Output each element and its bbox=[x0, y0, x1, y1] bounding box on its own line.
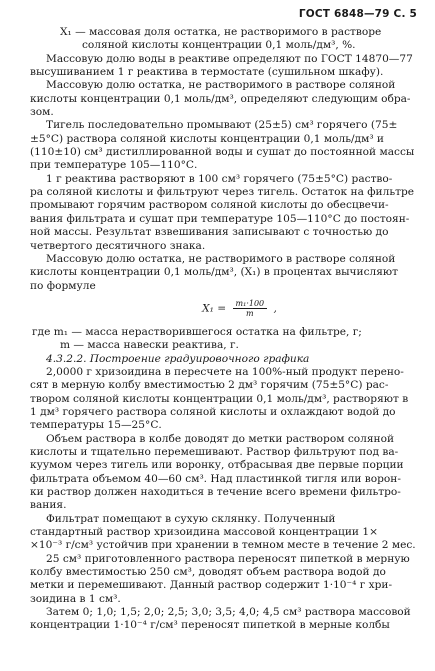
text-line: метки и перемешивают. Данный раствор содержит 1·10⁻⁴ г хри- bbox=[30, 579, 393, 592]
text-line: Тигель последовательно промывают (25±5) см³ горячего (75± bbox=[46, 119, 398, 132]
formula-numerator: m₁·100 bbox=[233, 299, 268, 309]
text-line: зоидина в 1 см³. bbox=[30, 592, 121, 605]
text-line: соляной кислоты концентрации 0,1 моль/дм³, %. bbox=[82, 39, 356, 52]
formula-fraction bbox=[233, 299, 268, 318]
text-line: Массовую долю остатка, не растворимого в растворе соляной bbox=[46, 79, 396, 92]
text-line: Массовую долю остатка, не растворимого в растворе соляной bbox=[46, 252, 396, 265]
text-line: где m₁ — масса нерастворившегося остатка на фильтре, г; bbox=[32, 325, 362, 338]
text-line: Затем 0; 1,0; 1,5; 2,0; 2,5; 3,0; 3,5; 4,0; 4,5 см³ раствора массовой bbox=[46, 606, 411, 619]
text-line: m — масса навески реактива, г. bbox=[60, 339, 239, 352]
text-line: твором соляной кислоты концентрации 0,1 моль/дм³, растворяют в bbox=[30, 392, 409, 405]
text-line: (110±10) см³ дистиллированной воды и сушат до постоянной массы bbox=[30, 146, 415, 159]
text-line: ±5°С) раствора соляной кислоты концентрации 0,1 моль/дм³ и bbox=[30, 132, 384, 145]
text-line: 1 дм³ горячего раствора соляной кислоты и охлаждают водой до bbox=[30, 405, 396, 418]
text-line: Массовую долю воды в реактиве определяют по ГОСТ 14870—77 bbox=[46, 52, 413, 65]
text-line: зом. bbox=[30, 106, 54, 119]
text-line: 25 см³ приготовленного раствора переносят пипеткой в мерную bbox=[46, 552, 410, 565]
text-line: вания фильтрата и сушат при температуре 105—110°С до постоян- bbox=[30, 212, 410, 225]
text-line: колбу вместимостью 250 см³, доводят объем раствора водой до bbox=[30, 566, 386, 579]
text-line: фильтрата объемом 40—60 см³. Над пластинкой тигля или ворон- bbox=[30, 472, 401, 485]
text-line: 2,0000 г хризоидина в пересчете на 100%-ный продукт перено- bbox=[46, 365, 404, 378]
text-line: ной массы. Результат взвешивания записывают с точностью до bbox=[30, 226, 389, 239]
section-heading: 4.3.2.2. Построение градуировочного графика bbox=[46, 352, 310, 365]
formula-denominator: m bbox=[246, 308, 254, 318]
text-line: кислоты концентрации 0,1 моль/дм³, определяют следующим обра- bbox=[30, 92, 411, 105]
text-line: куумом через тигель или воронку, отбрасывая две первые порции bbox=[30, 459, 404, 472]
text-line: кислоты и тщательно перемешивают. Раствор фильтруют под ва- bbox=[30, 445, 399, 458]
text-line: промывают горячим раствором соляной кислоты до обесцвечи- bbox=[30, 199, 389, 212]
page-header: ГОСТ 6848—79 С. 5 bbox=[298, 8, 417, 20]
formula-lhs: X₁ = bbox=[202, 302, 227, 315]
text-line: температуры 15—25°С. bbox=[30, 419, 162, 432]
text-line: стандартный раствор хризоидина массовой концентрации 1× bbox=[30, 526, 378, 539]
text-line: вания. bbox=[30, 499, 67, 512]
text-line: 1 г реактива растворяют в 100 см³ горячего (75±5°С) раство- bbox=[46, 172, 393, 185]
formula bbox=[30, 299, 419, 318]
text-line: кислоты концентрации 0,1 моль/дм³, (X₁) в процентах вычисляют bbox=[30, 266, 399, 279]
text-line: концентрации 1·10⁻⁴ г/см³ переносят пипеткой в мерные колбы bbox=[30, 619, 390, 632]
body-text bbox=[30, 26, 419, 633]
text-line: четвертого десятичного знака. bbox=[30, 239, 206, 252]
text-line: при температуре 105—110°С. bbox=[30, 159, 198, 172]
text-line: высушиванием 1 г реактива в термостате (сушильном шкафу). bbox=[30, 66, 384, 79]
text-line: ки раствор должен находиться в течение всего времени фильтро- bbox=[30, 486, 401, 498]
text-line: X₁ — массовая доля остатка, не растворимого в растворе bbox=[60, 26, 382, 38]
text-line: по формуле bbox=[30, 279, 96, 292]
text-line: ра соляной кислоты и фильтруют через тигель. Остаток на фильтре bbox=[30, 186, 415, 199]
text-line: сят в мерную колбу вместимостью 2 дм³ горячим (75±5°С) рас- bbox=[30, 379, 389, 392]
text-line: Фильтрат помещают в сухую склянку. Полученный bbox=[46, 512, 336, 525]
text-line: ×10⁻³ г/см³ устойчив при хранении в темном месте в течение 2 мес. bbox=[30, 539, 416, 552]
text-line: Объем раствора в колбе доводят до метки раствором соляной bbox=[46, 432, 395, 445]
formula-tail: , bbox=[273, 302, 277, 315]
